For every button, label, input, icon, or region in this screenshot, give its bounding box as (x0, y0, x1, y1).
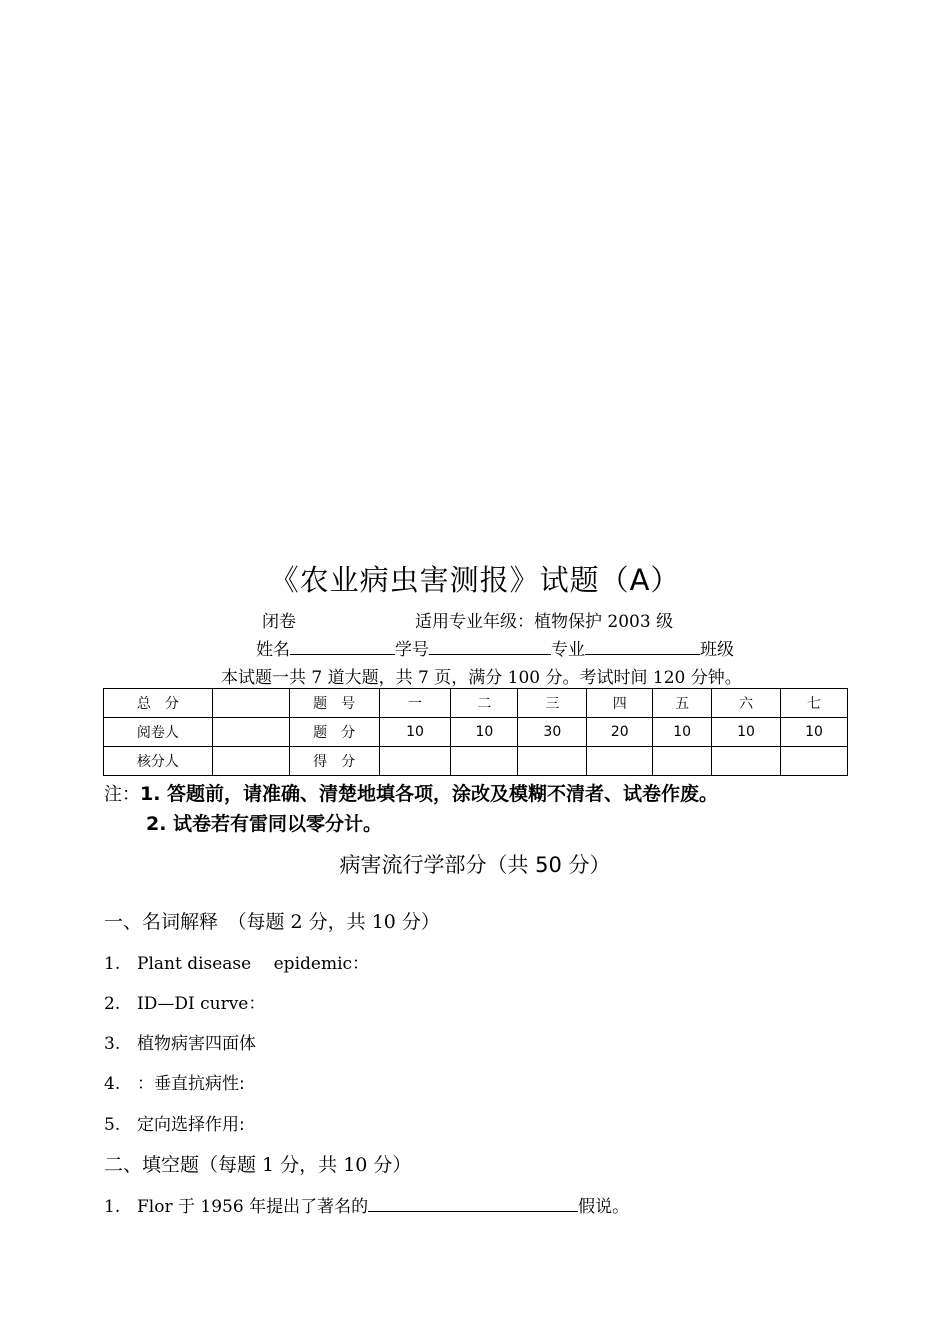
q-score-label: 题 分 (289, 718, 379, 747)
reviewer-cell[interactable] (212, 718, 289, 747)
table-row (104, 747, 848, 776)
got-cell[interactable] (653, 747, 712, 776)
list-item (104, 1110, 245, 1135)
item-text-end: 假说。 (578, 1197, 630, 1217)
got-cell[interactable] (518, 747, 587, 776)
item-text: ID—DI curve： (137, 994, 266, 1014)
list-item (104, 949, 369, 974)
got-label: 得 分 (289, 747, 379, 776)
table-row (104, 718, 848, 747)
note-prefix: 注： (104, 784, 140, 805)
header-cell: 四 (587, 689, 653, 718)
checker-cell[interactable] (212, 747, 289, 776)
id-blank[interactable] (429, 638, 551, 655)
exam-title: 《农业病虫害测报》试题（A） (269, 563, 681, 597)
answer-blank[interactable] (368, 1195, 578, 1212)
list-item (104, 989, 265, 1014)
item-number: 3. (104, 1034, 121, 1054)
major-label: 专业 (551, 640, 585, 660)
list-item (104, 1192, 629, 1217)
got-cell[interactable] (587, 747, 653, 776)
exam-summary: 本试题一共 7 道大题，共 7 页，满分 100 分。考试时间 120 分钟。 (221, 668, 742, 688)
section-title: 病害流行学部分（共 50 分） (339, 853, 611, 877)
item-number: 1. (104, 1197, 121, 1217)
class-label: 班级 (700, 640, 734, 660)
reviewer-label: 阅卷人 (104, 718, 213, 747)
total-label: 总 分 (104, 689, 213, 718)
q-no-label: 题 号 (289, 689, 379, 718)
item-text: ：垂直抗病性: (137, 1074, 245, 1094)
part2-heading: 二、填空题（每题 1 分，共 10 分） (104, 1154, 412, 1176)
header-cell: 七 (781, 689, 848, 718)
item-text: 植物病害四面体 (137, 1034, 256, 1054)
got-cell[interactable] (781, 747, 848, 776)
item-number: 1. (104, 954, 121, 974)
score-cell: 30 (518, 718, 587, 747)
header-cell: 二 (451, 689, 518, 718)
applicable-major: 适用专业年级：植物保护 2003 级 (415, 612, 674, 632)
major-blank[interactable] (585, 638, 700, 655)
note-1 (104, 779, 718, 806)
score-cell: 10 (379, 718, 451, 747)
name-blank[interactable] (290, 638, 395, 655)
total-cell[interactable] (212, 689, 289, 718)
item-number: 4. (104, 1074, 121, 1094)
score-cell: 10 (712, 718, 781, 747)
got-cell[interactable] (379, 747, 451, 776)
item-text: 定向选择作用: (137, 1115, 245, 1135)
score-cell: 10 (653, 718, 712, 747)
header-cell: 三 (518, 689, 587, 718)
list-item (104, 1069, 245, 1094)
got-cell[interactable] (712, 747, 781, 776)
name-label: 姓名 (256, 640, 290, 660)
header-cell: 五 (653, 689, 712, 718)
item-number: 2. (104, 994, 121, 1014)
item-number: 5. (104, 1115, 121, 1135)
header-cell: 六 (712, 689, 781, 718)
score-table (103, 688, 848, 776)
score-cell: 10 (451, 718, 518, 747)
part1-heading: 一、名词解释 （每题 2 分，共 10 分） (104, 911, 440, 933)
exam-type: 闭卷 (262, 612, 296, 632)
got-cell[interactable] (451, 747, 518, 776)
score-cell: 10 (781, 718, 848, 747)
id-label: 学号 (395, 640, 429, 660)
score-cell: 20 (587, 718, 653, 747)
item-text: Plant disease epidemic： (137, 954, 370, 974)
note-1-text: 1. 答题前，请准确、清楚地填各项，涂改及模糊不清者、试卷作废。 (140, 783, 719, 805)
item-text: Flor 于 1956 年提出了著名的 (137, 1197, 369, 1217)
list-item (104, 1029, 256, 1054)
note-2: 2. 试卷若有雷同以零分计。 (146, 813, 383, 835)
table-row (104, 689, 848, 718)
header-cell: 一 (379, 689, 451, 718)
checker-label: 核分人 (104, 747, 213, 776)
student-info-line (256, 635, 734, 660)
